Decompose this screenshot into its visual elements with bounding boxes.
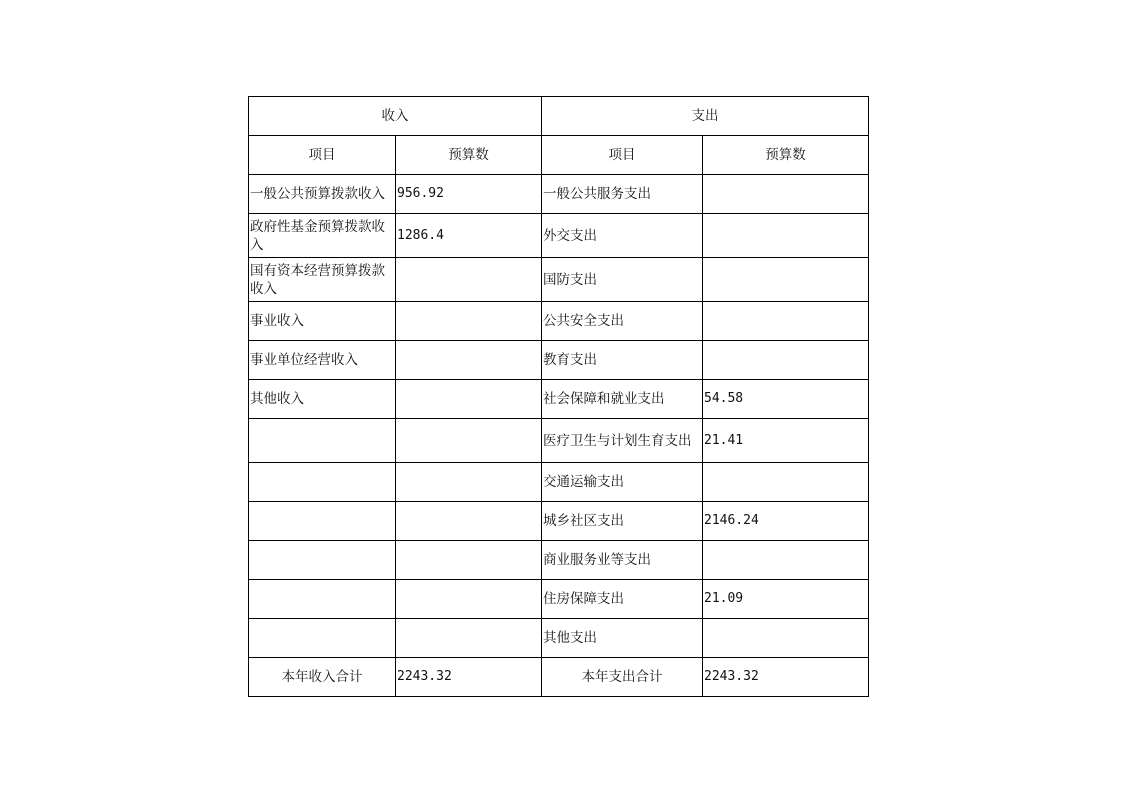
income-section-header: 收入 xyxy=(249,97,542,136)
income-item-cell: 一般公共预算拨款收入 xyxy=(249,175,396,214)
expense-item-cell: 城乡社区支出 xyxy=(542,502,703,541)
income-value-cell xyxy=(396,380,542,419)
income-value-cell: 956.92 xyxy=(396,175,542,214)
income-item-cell xyxy=(249,419,396,463)
expense-value-cell: 2146.24 xyxy=(703,502,869,541)
income-value-cell xyxy=(396,419,542,463)
section-header-row xyxy=(249,97,869,136)
expense-total-value: 2243.32 xyxy=(703,658,869,697)
table-row xyxy=(249,419,869,463)
income-value-cell xyxy=(396,258,542,302)
table-row xyxy=(249,580,869,619)
table-row xyxy=(249,214,869,258)
expense-item-cell: 公共安全支出 xyxy=(542,302,703,341)
income-budget-header: 预算数 xyxy=(396,136,542,175)
expense-item-cell: 一般公共服务支出 xyxy=(542,175,703,214)
table-row xyxy=(249,341,869,380)
income-value-cell xyxy=(396,541,542,580)
expense-value-cell: 54.58 xyxy=(703,380,869,419)
expense-value-cell xyxy=(703,619,869,658)
expense-item-header: 项目 xyxy=(542,136,703,175)
table-row xyxy=(249,380,869,419)
table-row xyxy=(249,258,869,302)
income-value-cell xyxy=(396,341,542,380)
expense-value-cell xyxy=(703,541,869,580)
expense-value-cell xyxy=(703,175,869,214)
expense-item-cell: 住房保障支出 xyxy=(542,580,703,619)
table-row xyxy=(249,302,869,341)
expense-value-cell xyxy=(703,258,869,302)
income-item-cell xyxy=(249,541,396,580)
expense-value-cell xyxy=(703,302,869,341)
expense-value-cell xyxy=(703,341,869,380)
table-row xyxy=(249,175,869,214)
expense-total-label: 本年支出合计 xyxy=(542,658,703,697)
income-item-cell: 事业收入 xyxy=(249,302,396,341)
totals-row xyxy=(249,658,869,697)
income-item-cell xyxy=(249,619,396,658)
income-item-cell: 政府性基金预算拨款收入 xyxy=(249,214,396,258)
income-total-value: 2243.32 xyxy=(396,658,542,697)
expense-item-cell: 教育支出 xyxy=(542,341,703,380)
expense-value-cell: 21.09 xyxy=(703,580,869,619)
expense-item-cell: 交通运输支出 xyxy=(542,463,703,502)
income-value-cell xyxy=(396,580,542,619)
income-item-cell: 其他收入 xyxy=(249,380,396,419)
column-header-row xyxy=(249,136,869,175)
table-row xyxy=(249,502,869,541)
table-row xyxy=(249,541,869,580)
income-item-cell xyxy=(249,580,396,619)
expense-value-cell xyxy=(703,463,869,502)
expense-item-cell: 其他支出 xyxy=(542,619,703,658)
income-total-label: 本年收入合计 xyxy=(249,658,396,697)
table-row xyxy=(249,463,869,502)
expense-section-header: 支出 xyxy=(542,97,869,136)
expense-value-cell: 21.41 xyxy=(703,419,869,463)
income-item-header: 项目 xyxy=(249,136,396,175)
expense-item-cell: 商业服务业等支出 xyxy=(542,541,703,580)
expense-value-cell xyxy=(703,214,869,258)
income-item-cell: 事业单位经营收入 xyxy=(249,341,396,380)
budget-table xyxy=(248,96,869,697)
income-item-cell: 国有资本经营预算拨款收入 xyxy=(249,258,396,302)
income-value-cell xyxy=(396,502,542,541)
expense-item-cell: 国防支出 xyxy=(542,258,703,302)
income-value-cell xyxy=(396,619,542,658)
income-value-cell: 1286.4 xyxy=(396,214,542,258)
expense-budget-header: 预算数 xyxy=(703,136,869,175)
income-value-cell xyxy=(396,302,542,341)
income-item-cell xyxy=(249,463,396,502)
expense-item-cell: 社会保障和就业支出 xyxy=(542,380,703,419)
expense-item-cell: 外交支出 xyxy=(542,214,703,258)
income-value-cell xyxy=(396,463,542,502)
table-row xyxy=(249,619,869,658)
income-item-cell xyxy=(249,502,396,541)
expense-item-cell: 医疗卫生与计划生育支出 xyxy=(542,419,703,463)
